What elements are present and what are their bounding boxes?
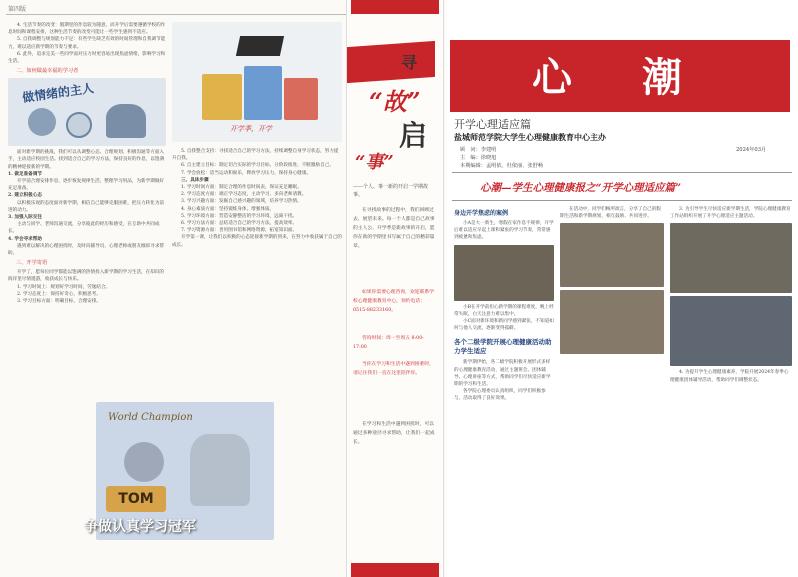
contact-text: 如果你需要心理咨询，欢迎联系学校心理健康教育中心，预约电话：0515-88233160。 <box>353 290 434 313</box>
paragraph: 主动与同学、老师沟通交流，分享彼此的经历和感受，在互助中共同成长。 <box>8 222 160 235</box>
meta-value: 孟明依、杜依丽、张舒畅 <box>485 163 544 169</box>
illustration-caption: 做情绪的主人 <box>21 81 95 106</box>
divider <box>452 172 792 173</box>
article-column-2 <box>560 206 664 571</box>
list-item: 5. 学习环境方面：营造安静整洁的学习环境，远离干扰。 <box>181 213 298 219</box>
graduation-cap-icon <box>236 36 284 56</box>
subheading: 3. 加强人际交往 <box>8 215 42 221</box>
divider <box>452 200 792 201</box>
paragraph: 开学了，愿每位同学都能以饱满的热情投入新学期的学习生活，在知识的海洋里尽情遨游，收获成长与快乐。 <box>8 270 165 283</box>
meta-label: 顾 问： <box>460 147 481 153</box>
paragraph: 6. 自主建立目标：制定切合实际的学习目标，分阶段推进，不断激励自己。 <box>181 163 334 169</box>
meta-value: 李建明 <box>480 147 497 153</box>
masthead-banner <box>450 40 790 112</box>
section-heading: 三、开学寄语 <box>16 260 48 267</box>
subheading: 4. 学会寻求帮助 <box>8 236 42 242</box>
book-icon <box>284 78 318 120</box>
list-item: 3. 学习目标方面：明确目标，合理安排。 <box>17 299 101 305</box>
activity-photo <box>560 223 664 287</box>
support-text: 当你在学习和生活中遇到困难时，请记住我们一直在这里陪伴你。 <box>353 362 434 376</box>
paragraph: 面对新学期的挑战，我们可以从调整心态、合理规划、积极沟通等方面入手，主动适应校园生活。找到适合自己的学习方法，保持良好的作息，以饱满的精神迎接新的学期。 <box>8 150 165 170</box>
article-title: 身边开学焦虑的案例 <box>454 210 509 217</box>
page-label: 第四版 <box>8 6 27 13</box>
list-item: 6. 学习方法方面：总结适合自己的学习方法，提高效率。 <box>181 221 298 227</box>
publisher: 盐城师范学院大学生心理健康教育中心主办 <box>454 132 606 142</box>
meta-value: 徐晓旭 <box>480 155 497 161</box>
issue-title: 开学心理适应篇 <box>454 118 531 131</box>
book-icon <box>202 74 242 120</box>
illustration-caption: 开学季，开学 <box>230 125 272 133</box>
meta-label: 主 编： <box>460 155 481 161</box>
list-item: 2. 学习态度上：保持好奇心，积极思考。 <box>17 291 101 297</box>
article-column-3 <box>670 206 792 571</box>
red-bottom-bar <box>351 563 439 577</box>
paragraph: 4. 为提升学生心理健康素养，学院开展2024年春季心理健康团体辅导活动，帮助同学们调整状态。 <box>670 370 789 383</box>
paragraph: 6. 此外，追求完美一些同学面对压力时更容易出现焦虑情绪，影响学习和生活。 <box>8 51 166 65</box>
banner-headline: 心潮—学生心理健康报之“开学心理适应篇” <box>480 182 682 194</box>
character-icon <box>28 108 56 136</box>
class-photo <box>454 245 554 301</box>
left-column-2 <box>172 148 342 402</box>
paragraph: 小A是大一新生，寒假在家作息不规律，开学后难以适应早起上课和紧张的学习节奏，常常感到疲惫和焦虑。 <box>454 221 554 241</box>
closing-text: 在学习和生活中遇到困扰时，可以通过多种途径寻求帮助，让我们一起成长。 <box>353 422 435 445</box>
paragraph: 5. 自我整合支持：寻找适合自己的学习方法，持续调整自身学习状态，努力提升自我。 <box>172 149 339 162</box>
cat-head-icon <box>124 442 164 482</box>
title-char-gu: “故” <box>369 87 421 116</box>
activity-photo <box>560 290 664 354</box>
red-top-bar <box>351 0 439 14</box>
emotion-illustration <box>8 78 166 146</box>
title-char-shi: “事” <box>355 152 394 173</box>
trophy-plate: TOM <box>106 486 166 512</box>
book-icon <box>244 66 282 120</box>
paragraph: 5. 自我调整与规划能力不足：有些学生缺乏有效的时间管理和自我调节能力，难以适应新学期的节奏与要求。 <box>8 37 166 50</box>
red-ribbon <box>347 41 435 83</box>
list-item: 3. 学习兴趣方面：发掘自己感兴趣的领域，培养学习热情。 <box>181 199 302 205</box>
paragraph: 开学前合理安排作息，逐步恢复规律生活，整理学习用品，为新学期做好充足准备。 <box>8 179 165 192</box>
list-item: 1. 学习时间方面：制定合理的作息时间表，保证充足睡眠。 <box>181 185 302 191</box>
article-title: 各个二级学院开展心理健康活动助力学生适应 <box>454 338 552 356</box>
masthead-char: 心 <box>532 55 572 101</box>
front-page <box>446 0 798 577</box>
paragraph: 以积极乐观的态度面对新学期，相信自己能够克服困难，把压力转化为前进的动力。 <box>8 200 165 213</box>
character-icon <box>106 104 146 138</box>
cat-body-icon <box>190 434 250 506</box>
masthead-meta <box>460 146 543 170</box>
paragraph: 在活动中，同学们畅所欲言，分享了自己的假期生活和新学期规划，相互鼓励、共同进步。 <box>560 207 661 220</box>
paragraph: 遇到难以解决的心理困扰时，及时向辅导员、心理老师或朋友倾诉寻求帮助。 <box>8 243 165 257</box>
section-heading: 二、如何做最幸福的学习者 <box>16 68 79 75</box>
subheading: 2. 建立积极心态 <box>8 193 42 199</box>
paragraph: 小C面对新环境和新同学感到紧张，不知道如何与他人交流，逐渐变得孤僻。 <box>454 319 554 332</box>
meta-label: 本期编辑： <box>460 163 486 169</box>
title-char-qi: 启 <box>399 119 428 152</box>
badge-label: World Champion <box>108 412 193 423</box>
subheading: 1. 做足准备调节 <box>8 171 42 177</box>
title-char-xun: 寻 <box>401 53 418 72</box>
list-item: 7. 学习资源方面：善用图书馆和网络资源，拓宽知识面。 <box>181 228 298 234</box>
list-item: 1. 学习时间上：规划好学习时间，劳逸结合。 <box>17 284 111 290</box>
paragraph: 4. 生活节奏的改变：假期里的作息较为随意，而开学后需要遵循学校的作息时间和课程安排，这种生活节奏的改变可能让一些学生感到不适应。 <box>8 23 166 36</box>
masthead-char: 潮 <box>642 55 682 101</box>
subheading: 三、具体步骤 <box>181 177 209 183</box>
books-illustration <box>172 22 342 142</box>
article-column-1 <box>454 206 554 571</box>
list-item: 4. 身心素质方面：坚持锻炼身体，增强体质。 <box>181 206 275 212</box>
paragraph: 7. 学会放松：适当运动和娱乐，释放学习压力，保持身心健康。 <box>181 170 311 176</box>
paragraph: 小B在开学前担心新学期的课程难度，晚上经常失眠，白天注意力难以集中。 <box>454 304 554 317</box>
paragraph: 各学院心理委员认真组织，同学们积极参与，活动取得了良好效果。 <box>454 389 546 402</box>
subtitle: ——个人、事一新的开启一学期故事。 <box>353 184 429 198</box>
paragraph: 新学期伊始，各二级学院积极开展形式多样的心理健康教育活动，通过主题班会、团体辅导、心理讲座等方式，帮助同学们尽快适应新学期的学习和生活。 <box>454 360 551 388</box>
hours-text: 咨询时间：周一至周五 8:00-17:00 <box>353 336 424 350</box>
lecture-photo <box>670 223 792 293</box>
middle-column <box>346 0 444 577</box>
header-rule <box>6 14 346 15</box>
illustration-caption: 争做认真学习冠军 <box>84 519 196 535</box>
paragraph: 3. 为引导学生尽快适应新学期生活，学院心理健康教育工作站组织开展了开学心理适应主题活动。 <box>670 207 791 220</box>
ball-icon <box>66 112 92 138</box>
issue-date: 2024年03月 <box>736 147 767 153</box>
paragraph: 开学第一课，让我们以积极的心态迎接新学期的到来，在努力中收获属于自己的成长。 <box>172 235 342 248</box>
middle-body: 在寻找故事的过程中，我们回顾过去、展望未来。每一个人都是自己故事的主人公，开学季是新故事的开启，愿你在新的学期里书写属于自己的精彩篇章。 <box>353 208 435 249</box>
lecture-photo <box>670 296 792 366</box>
list-item: 2. 学习态度方面：端正学习态度，主动学习，多向老师请教。 <box>181 192 307 198</box>
